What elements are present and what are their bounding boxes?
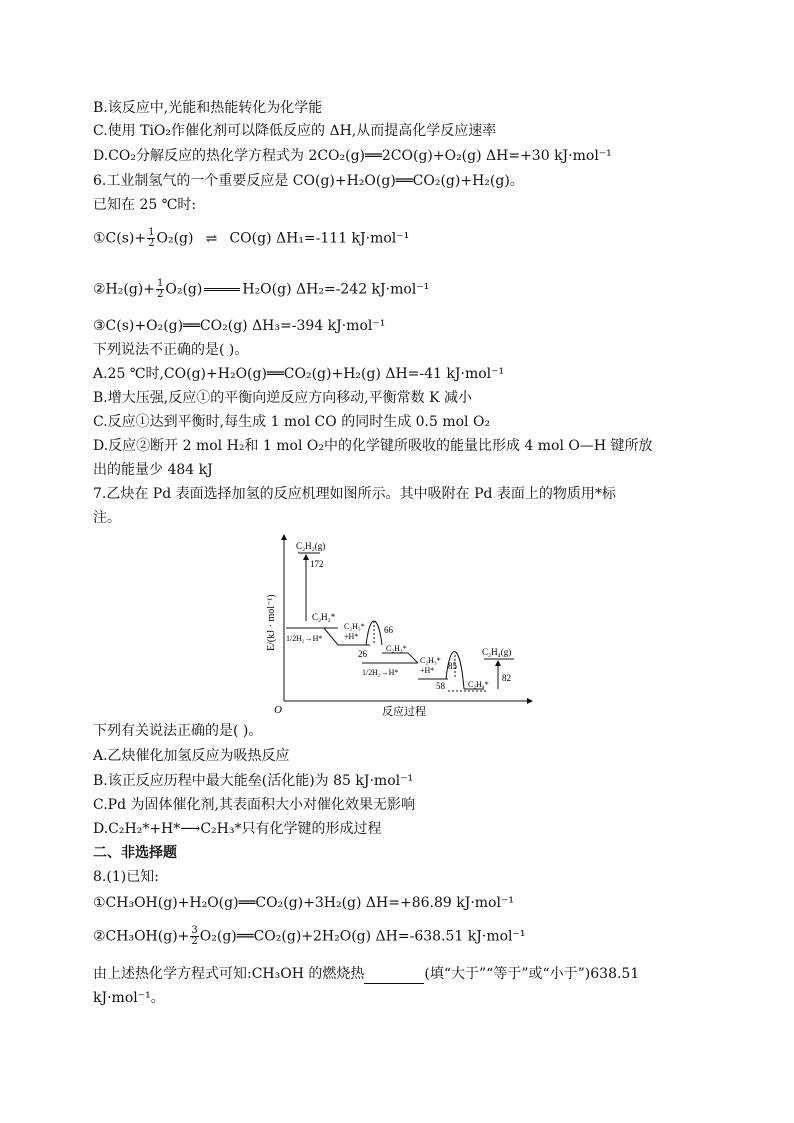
q8-fill-text-1: 由上述热化学方程式可知:CH₃OH 的燃烧热 bbox=[93, 966, 365, 982]
q8-eq2-left: ②CH₃OH(g)+ bbox=[93, 928, 190, 945]
path-2 bbox=[408, 653, 418, 663]
q7-stem-line2: 注。 bbox=[93, 510, 121, 526]
y-axis-label: E/(kJ · mol⁻¹) bbox=[266, 594, 277, 651]
q8-eq2-right: O₂(g)══CO₂(g)+2H₂O(g) ΔH=-638.51 kJ·mol⁻¹ bbox=[199, 928, 526, 945]
label-c2h2s: C₂H₂* bbox=[312, 612, 336, 622]
frac-den: 2 bbox=[148, 238, 155, 249]
q6-known: 已知在 25 ℃时: bbox=[93, 197, 197, 213]
eq2-right: H₂O(g) ΔH₂=-242 kJ·mol⁻¹ bbox=[242, 281, 430, 298]
q5-option-c: C.使用 TiO₂作催化剂可以降低反应的 ΔH,从而提高化学反应速率 bbox=[93, 123, 497, 139]
label-c2h4s: C₂H₄* bbox=[468, 680, 489, 689]
label-c2h4g: C₂H₄(g) bbox=[482, 647, 512, 657]
frac-num: 1 bbox=[148, 227, 155, 238]
frac-num: 3 bbox=[191, 925, 198, 936]
label-85: 85 bbox=[448, 661, 457, 671]
q6-equation-2 bbox=[93, 279, 429, 300]
q8-fill-line-2: kJ·mol⁻¹。 bbox=[93, 990, 165, 1006]
label-82: 82 bbox=[502, 673, 511, 683]
q7-stem-line1: 7.乙炔在 Pd 表面选择加氢的反应机理如图所示。其中吸附在 Pd 表面上的物质用*标 bbox=[93, 486, 616, 502]
eq2-left: ②H₂(g)+ bbox=[93, 281, 155, 298]
label-half-2: 1/2 bbox=[362, 668, 373, 677]
eq1-mid: O₂(g) bbox=[156, 230, 194, 247]
q5-option-d: D.CO₂分解反应的热化学方程式为 2CO₂(g)══2CO(g)+O₂(g) ΔH=+30 kJ·mol⁻¹ bbox=[93, 148, 612, 164]
label-58: 58 bbox=[436, 681, 445, 691]
label-hh-1: H₂→H* bbox=[296, 634, 323, 643]
q8-equation-2 bbox=[93, 926, 526, 947]
q7-option-c: C.Pd 为固体催化剂,其表面积大小对催化效果无影响 bbox=[93, 797, 415, 813]
label-hs-2: +H* bbox=[420, 666, 435, 675]
eq1-right: CO(g) ΔH₁=-111 kJ·mol⁻¹ bbox=[229, 230, 410, 247]
eq2-mid: O₂(g) bbox=[165, 281, 203, 298]
q6-option-d-line2: 出的能量少 484 kJ bbox=[93, 462, 213, 478]
q6-equation-1 bbox=[93, 228, 409, 249]
label-c2h2g: C₂H₂(g) bbox=[296, 541, 326, 551]
label-c2h3s-3: C₂H₃* bbox=[420, 656, 441, 665]
label-c2h3s: C₂H₃* bbox=[344, 622, 365, 631]
q7-question: 下列有关说法正确的是( )。 bbox=[93, 723, 263, 739]
q8-equation-1: ①CH₃OH(g)+H₂O(g)══CO₂(g)+3H₂(g) ΔH=+86.89 kJ·mol⁻¹ bbox=[93, 895, 514, 911]
label-c2h3s-2: C₂H₃* bbox=[386, 644, 407, 653]
label-26: 26 bbox=[358, 649, 367, 659]
label-172: 172 bbox=[310, 559, 324, 569]
q7-option-a: A.乙炔催化加氢反应为吸热反应 bbox=[93, 748, 290, 764]
x-axis-label: 反应过程 bbox=[382, 706, 426, 718]
equals-arrow-icon bbox=[204, 288, 240, 291]
q6-option-b: B.增大压强,反应①的平衡向逆反应方向移动,平衡常数 K 减小 bbox=[93, 390, 472, 406]
label-hs: +H* bbox=[344, 632, 359, 641]
fraction-half bbox=[156, 279, 164, 300]
q7-option-b: B.该正反应历程中最大能垒(活化能)为 85 kJ·mol⁻¹ bbox=[93, 773, 414, 789]
q5-option-b: B.该反应中,光能和热能转化为化学能 bbox=[93, 100, 323, 116]
q8-stem: 8.(1)已知: bbox=[93, 869, 159, 885]
fraction-half bbox=[147, 228, 155, 249]
answer-blank[interactable] bbox=[364, 969, 424, 984]
q6-equation-3: ③C(s)+O₂(g)══CO₂(g) ΔH₃=-394 kJ·mol⁻¹ bbox=[93, 318, 386, 334]
fraction-three-half bbox=[190, 926, 198, 947]
q6-stem bbox=[93, 171, 524, 191]
energy-profile-diagram bbox=[258, 533, 538, 721]
path-1 bbox=[324, 628, 338, 645]
label-hh-2: H₂→H* bbox=[372, 668, 399, 677]
eq1-left: ①C(s)+ bbox=[93, 230, 147, 247]
frac-num: 1 bbox=[157, 278, 164, 289]
frac-den: 2 bbox=[191, 936, 198, 947]
label-half-1: 1/2 bbox=[286, 634, 297, 643]
section-heading: 二、非选择题 bbox=[93, 845, 177, 861]
q6-option-d-line1: D.反应②断开 2 mol H₂和 1 mol O₂中的化学键所吸收的能量比形成 4 mol O—H 键所放 bbox=[93, 438, 653, 454]
origin-label: O bbox=[274, 704, 282, 716]
q8-fill-text-2: (填“大于”“等于”或“小于”)638.51 bbox=[424, 966, 640, 982]
q6-question: 下列说法不正确的是( )。 bbox=[93, 342, 249, 358]
q7-option-d: D.C₂H₂*+H*⟶C₂H₃*只有化学键的形成过程 bbox=[93, 821, 382, 837]
q6-option-a: A.25 ℃时,CO(g)+H₂O(g)══CO₂(g)+H₂(g) ΔH=-41 kJ·mol⁻¹ bbox=[93, 366, 505, 382]
frac-den: 2 bbox=[157, 289, 164, 300]
q6-option-c: C.反应①达到平衡时,每生成 1 mol CO 的同时生成 0.5 mol O₂ bbox=[93, 414, 491, 430]
q8-fill-line bbox=[93, 964, 639, 984]
reversible-arrow-icon: ⇌ bbox=[205, 230, 218, 247]
q6-stem-text: 6.工业制氢气的一个重要反应是 CO(g)+H₂O(g)══CO₂(g)+H₂(g)。 bbox=[93, 173, 524, 189]
label-66: 66 bbox=[384, 625, 393, 635]
